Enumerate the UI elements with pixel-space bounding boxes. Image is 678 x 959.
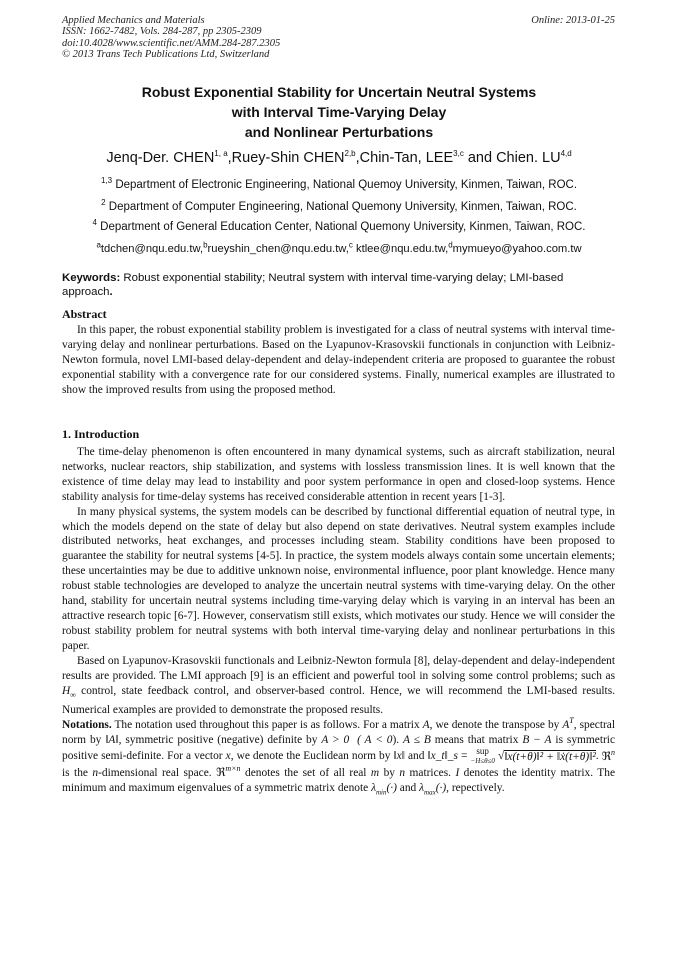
author-2-sup: 2,b <box>344 149 356 159</box>
email-c-sup: c <box>348 240 353 250</box>
aff-3-text: Department of General Education Center, National Quemony University, Kinmen, Taiwan, ROC. <box>100 221 586 233</box>
notations-t6: means that matrix <box>430 733 523 746</box>
notations-t9: and <box>404 750 428 763</box>
author-4: Chien. LU <box>496 150 561 166</box>
email-d[interactable]: mymueyo@yahoo.com.tw <box>452 243 582 255</box>
h-infinity <box>62 685 76 697</box>
notations-t1: The notation used throughout this paper is as follows. For a matrix <box>111 718 423 731</box>
math-sup-block <box>470 747 494 766</box>
keywords <box>62 271 616 300</box>
lambda-max-sub: max <box>424 788 436 797</box>
keywords-text: Robust exponential stability; Neutral system with interval time-varying delay; LMI-based approach <box>62 272 564 299</box>
notations-t3: , spectral norm by <box>62 718 615 746</box>
journal-header <box>62 15 280 61</box>
author-4-sup: 4,d <box>560 149 572 159</box>
math-n2: n <box>399 767 406 780</box>
math-Rmn-base: ℜ <box>216 767 226 780</box>
notations-t5: ). <box>392 733 400 746</box>
abstract-text: In this paper, the robust exponential stability problem is investigated for a class of neutral systems with interval time-varying delay and nonlinear perturbations. Based on the Lyapunov-Krasovskii functionals in conjunction with Leibniz-Newton formula, novel LMI-based delay-dependent and delay-independent criteria are proposed to guarantee the robust exponential stability with a convergence rate for our considered systems. Finally, numerical examples are illustrated to show the improved results from using the proposed method. <box>62 324 615 396</box>
lambda-max-arg: (·) <box>435 782 447 795</box>
email-a[interactable]: tdchen@nqu.edu.tw, <box>100 243 204 255</box>
math-Rn-sup: n <box>610 747 615 757</box>
math-lambda-min <box>371 782 397 797</box>
math-Rn-base: ℜ <box>601 750 611 763</box>
infinity-sub: ∞ <box>70 689 76 699</box>
intro-p3-a: Based on Lyapunov-Krasovskii functionals and Leibniz-Newton formula [8], delay-dependent and delay-independent results are provided. The LMI approach [9] is an efficient and powerful tool in solving some control problems; such as <box>62 654 615 682</box>
math-normA: ‖A‖ <box>105 733 119 746</box>
math-sup-range: −H≤θ≤0 <box>470 757 495 766</box>
math-I: I <box>455 767 460 780</box>
math-AT <box>562 715 574 731</box>
keywords-label: Keywords: <box>62 272 121 284</box>
abstract-heading: Abstract <box>62 307 107 321</box>
notations-t15: matrices. <box>405 767 456 780</box>
aff-1-text: Department of Electronic Engineering, National Quemoy University, Kinmen, Taiwan, ROC. <box>115 179 578 191</box>
notations-t7: is symmetric positive semi-definite. For a vector <box>62 733 616 763</box>
lambda-min-arg: (·) <box>386 782 397 795</box>
math-A: A <box>422 718 430 731</box>
math-pd: A > 0 <box>321 733 350 746</box>
math-xt-norm: ‖x_t‖_s <box>427 750 458 763</box>
email-b-sup: b <box>203 240 208 250</box>
notations-t14: by <box>379 767 400 780</box>
math-m: m <box>370 767 380 780</box>
lambda-max-base: λ <box>419 782 425 795</box>
intro-body <box>62 445 615 801</box>
math-Rmn <box>216 764 241 780</box>
email-d-sup: d <box>448 240 453 250</box>
author-and: and <box>463 150 497 166</box>
abstract-body <box>62 323 615 398</box>
aff-1-sup: 1,3 <box>100 176 113 186</box>
lambda-min-base: λ <box>371 782 376 795</box>
author-3-sup: 3,c <box>453 149 464 159</box>
affiliation-1 <box>0 176 678 191</box>
math-sqrt: √ <box>497 750 505 763</box>
email-a-sup: a <box>96 240 101 250</box>
notations-t11: is the <box>62 767 93 780</box>
math-AT-base: A <box>562 718 570 731</box>
math-Rn <box>601 747 615 763</box>
math-normx: ‖x‖ <box>393 750 405 763</box>
copyright: © 2013 Trans Tech Publications Ltd, Switzerland <box>62 49 270 61</box>
email-c[interactable]: ktlee@nqu.edu.tw, <box>352 243 449 255</box>
notations-t2: , we denote the transpose by <box>429 718 563 731</box>
lambda-min-sub: min <box>376 788 387 797</box>
aff-2-text: Department of Computer Engineering, National Quemony University, Kinmen, Taiwan, ROC. <box>108 201 577 213</box>
math-sup: sup <box>476 746 489 757</box>
aff-2-sup: 2 <box>101 198 106 208</box>
notations-t18: , repectively. <box>446 782 505 795</box>
intro-paragraph-2: In many physical systems, the system models can be described by functional differential equation of neutral type, in which the models depend on the state of delay but also depend on state derivatives. Neutral system examples include distributed networks, heat exchanges, and processes including steam. Stability conditions have been proposed to guarantee the stability for neutral systems [4-5]. In practice, the system models always contain some uncertain elements; these uncertainties may be due to additive unknown noise, environmental influence, poor plant knowledge. Hence many robust stable technologies are developed to analyze the uncertain neutral systems with time-varying delay. On the other hand, stability for uncertain neutral systems including time-varying delay which is varying in an interval has been an attractive research topic [6-7]. However, conservatism still exists, which motivates our study. Hence we will consider the robust stability problem for neutral systems with both interval time-varying delay and nonlinear perturbations in this paper. <box>62 505 615 652</box>
math-x: x <box>225 750 231 763</box>
notations-t16: denotes the identity matrix. The minimum and maximum eigenvalues of a symmetric matrix denote <box>62 767 615 795</box>
doi: doi:10.4028/www.scientific.net/AMM.284-287.2305 <box>62 37 281 49</box>
notations-t10: . <box>595 750 602 763</box>
math-lambda-max <box>419 782 447 797</box>
notations-t12: -dimensional real space. <box>98 767 217 780</box>
math-Rmn-sup: m×n <box>225 764 241 774</box>
intro-paragraph-3 <box>62 654 615 718</box>
intro-paragraph-1: The time-delay phenomenon is often encountered in many dynamical systems, such as aircraft stabilization, neural networks, nuclear reactors, ship stabilization, and systems with lossless transmission lines. It is well known that the existence of time delay may lead to instability and poor system performance in open and closed-loop systems. Hence stability analysis for time-delay systems has received considerable attention in recent years [1-3]. <box>62 446 615 503</box>
author-2: Ruey-Shin CHEN <box>231 150 345 166</box>
intro-p3-b: control, state feedback control, and observer-based control. Hence, we will recommend the LMI-based results. Numerical examples are provided to demonstrate the proposed results. <box>62 684 615 716</box>
author-list: Jenq-Der. CHEN$^{1, a}$,Ruey-Shin CHEN$^{2,b}$,Chin-Tan, LEE$^{3,c}$ and Chien. LU$^{4,d}$ <box>106 149 572 166</box>
affiliation-2 <box>0 198 678 213</box>
notations-t17: and <box>396 782 420 795</box>
math-AT-sup: T <box>569 715 574 725</box>
author-3: Chin-Tan, LEE <box>359 150 454 166</box>
paper-title <box>0 82 678 142</box>
math-bma: B − A <box>522 733 552 746</box>
math-nd: ( A < 0 <box>357 733 393 746</box>
math-eq: = <box>457 750 471 763</box>
aff-3-sup: 4 <box>92 218 97 228</box>
author-1: Jenq-Der. CHEN <box>106 150 215 166</box>
affiliation-3 <box>0 218 678 233</box>
title-line-1: Robust Exponential Stability for Uncertain Neutral Systems <box>141 84 537 100</box>
notations-paragraph <box>62 715 616 801</box>
journal-name: Applied Mechanics and Materials <box>62 15 205 26</box>
email-b[interactable]: rueyshin_chen@nqu.edu.tw, <box>207 243 349 255</box>
keywords-end: . <box>109 286 113 299</box>
title-line-2: with Interval Time-Varying Delay <box>231 104 447 120</box>
h-symbol: H <box>62 684 71 697</box>
issn: ISSN: 1662-7482, Vols. 284-287, pp 2305-2309 <box>62 26 262 38</box>
author-1-sup: 1, a <box>214 149 228 159</box>
title-line-3: and Nonlinear Perturbations <box>244 124 434 140</box>
math-radicand: ‖x(t+θ)‖² + ‖ẋ(t+θ)‖² <box>504 750 596 763</box>
online-date: Online: 2013-01-25 <box>531 15 615 26</box>
notations-t13: denotes the set of all real <box>240 767 371 780</box>
notations-t4: , symmetric positive (negative) definite by <box>118 733 322 746</box>
notations-label: Notations. <box>62 718 112 731</box>
math-ab: A ≤ B <box>403 733 431 746</box>
math-n: n <box>92 767 99 780</box>
email-list <box>0 240 678 255</box>
intro-heading: 1. Introduction <box>62 427 140 441</box>
notations-t8: , we denote the Euclidean norm by <box>230 750 394 763</box>
